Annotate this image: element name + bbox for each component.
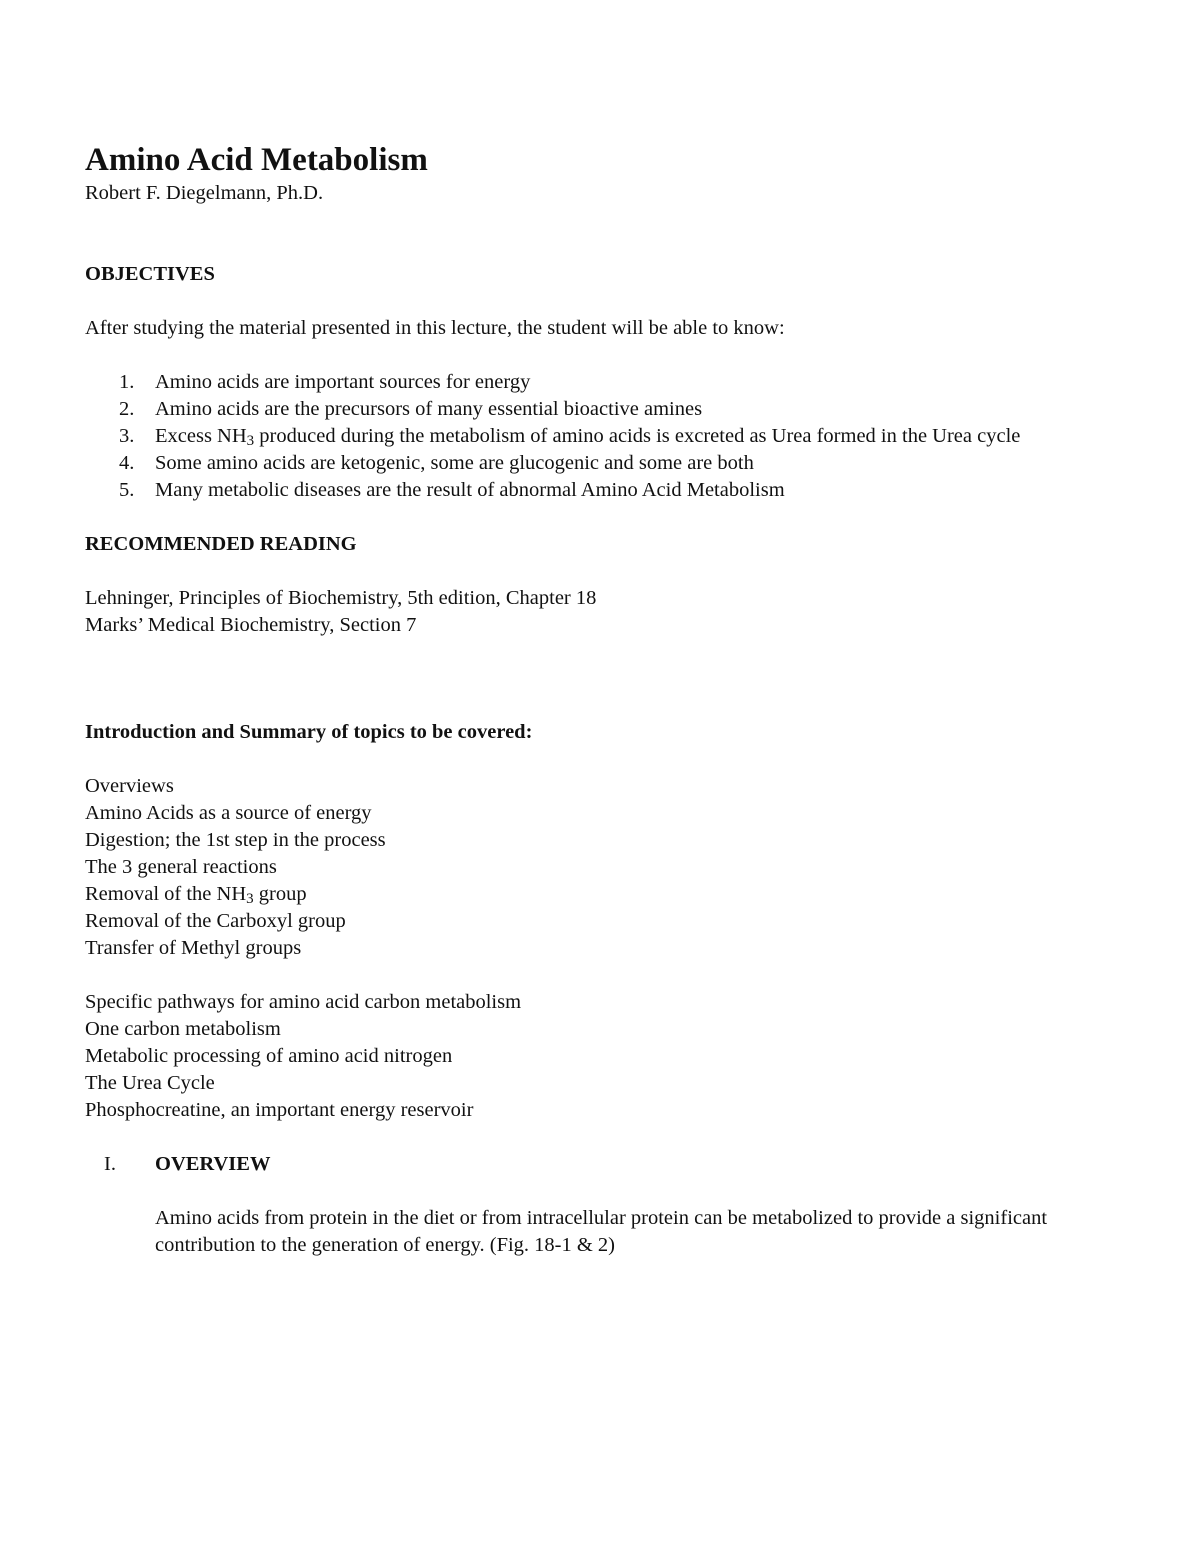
topic-item: The 3 general reactions — [85, 856, 277, 878]
objectives-intro: After studying the material presented in this lecture, the student will be able to know: — [85, 317, 785, 339]
topic-item: One carbon metabolism — [85, 1018, 281, 1040]
list-text-post: produced during the metabolism of amino acids is excreted as Urea formed in the Urea cycle — [254, 425, 1021, 447]
subscript: 3 — [246, 433, 255, 449]
author-line: Robert F. Diegelmann, Ph.D. — [85, 182, 324, 204]
topics-group-1 — [85, 773, 1115, 962]
list-number: 2. — [119, 398, 135, 420]
reading-item: Marks’ Medical Biochemistry, Section 7 — [85, 614, 417, 636]
section-numeral: I. — [104, 1153, 116, 1175]
reading-heading: RECOMMENDED READING — [85, 533, 357, 555]
list-number: 3. — [119, 425, 135, 447]
topic-text-pre: Removal of the NH — [85, 883, 247, 905]
list-text-pre: Excess NH — [155, 425, 247, 447]
topic-item: Overviews — [85, 775, 174, 797]
topic-item — [85, 881, 1115, 908]
objectives-list — [85, 369, 1115, 504]
topic-item: Phosphocreatine, an important energy reservoir — [85, 1099, 474, 1121]
reading-item: Lehninger, Principles of Biochemistry, 5th edition, Chapter 18 — [85, 587, 597, 609]
list-number: 5. — [119, 479, 135, 501]
document-title: Amino Acid Metabolism — [85, 142, 428, 178]
list-item — [85, 477, 1115, 504]
topic-item: Metabolic processing of amino acid nitrogen — [85, 1045, 453, 1067]
list-item — [85, 369, 1115, 396]
section-title: OVERVIEW — [155, 1153, 271, 1175]
list-item — [85, 423, 1115, 450]
topic-text-post: group — [253, 883, 307, 905]
topic-item: Digestion; the 1st step in the process — [85, 829, 386, 851]
list-item — [85, 396, 1115, 423]
list-text — [155, 425, 1020, 447]
list-text: Amino acids are important sources for energy — [155, 371, 531, 393]
list-text: Amino acids are the precursors of many essential bioactive amines — [155, 398, 703, 420]
topic-item: The Urea Cycle — [85, 1072, 215, 1094]
overview-body: Amino acids from protein in the diet or from intracellular protein can be metabolized to provide a significant contribution to the generation of energy. (Fig. 18-1 & 2) — [155, 1207, 1048, 1256]
reading-list — [85, 585, 1115, 639]
topic-item: Amino Acids as a source of energy — [85, 802, 372, 824]
topics-group-2 — [85, 989, 1115, 1124]
topic-item: Removal of the Carboxyl group — [85, 910, 346, 932]
document-page — [85, 140, 1115, 1259]
list-item — [85, 450, 1115, 477]
subscript: 3 — [246, 891, 254, 907]
list-number: 1. — [119, 371, 135, 393]
list-text: Many metabolic diseases are the result of abnormal Amino Acid Metabolism — [155, 479, 785, 501]
overview-section-heading — [85, 1151, 1115, 1178]
objectives-heading: OBJECTIVES — [85, 263, 215, 285]
topic-item: Specific pathways for amino acid carbon metabolism — [85, 991, 522, 1013]
topic-item: Transfer of Methyl groups — [85, 937, 302, 959]
introduction-heading: Introduction and Summary of topics to be covered: — [85, 721, 533, 743]
list-text: Some amino acids are ketogenic, some are glucogenic and some are both — [155, 452, 754, 474]
list-number: 4. — [119, 452, 135, 474]
